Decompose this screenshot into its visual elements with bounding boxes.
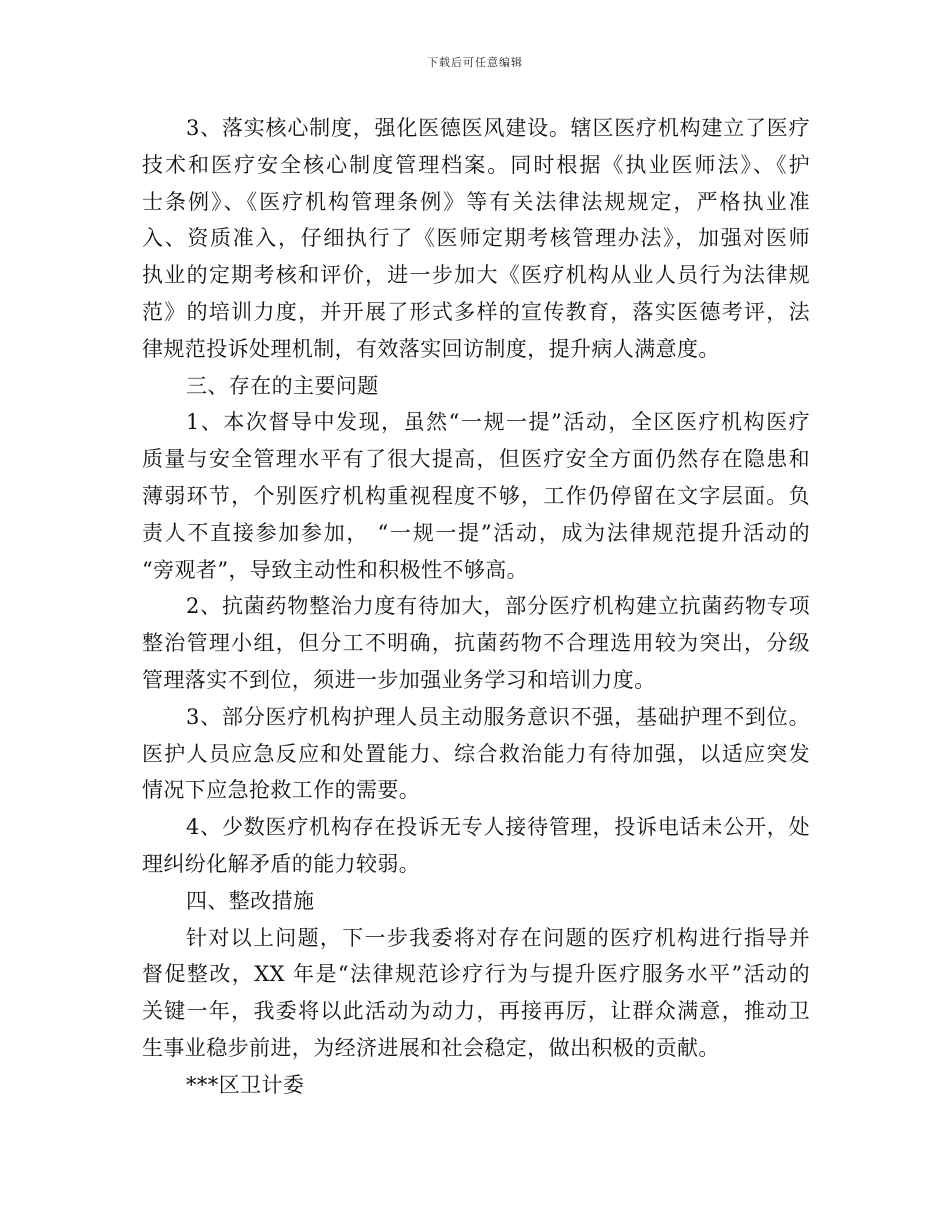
paragraph-line: 3、部分医疗机构护理人员主动服务意识不强，基础护理不到位。 bbox=[186, 704, 810, 729]
paragraph-line: 督促整改，XX 年是“法律规范诊疗行为与提升医疗服务水平”活动的 bbox=[142, 962, 810, 987]
paragraph-line: 1、本次督导中发现，虽然“一规一提”活动，全区医疗机构医疗 bbox=[186, 410, 810, 435]
paragraph-line: 管理落实不到位，须进一步加强业务学习和培训力度。 bbox=[142, 667, 656, 692]
paragraph-line: 整治管理小组，但分工不明确，抗菌药物不合理选用较为突出，分级 bbox=[142, 631, 810, 656]
paragraph-line: 薄弱环节，个别医疗机构重视程度不够，工作仍停留在文字层面。负 bbox=[142, 483, 810, 508]
paragraph-line: 士条例》、《医疗机构管理条例》等有关法律法规规定，严格执业准 bbox=[142, 189, 810, 214]
page-header: 下载后可任意编辑 bbox=[427, 56, 523, 69]
paragraph-line: 律规范投诉处理机制，有效落实回访制度，提升病人满意度。 bbox=[142, 336, 720, 361]
paragraph-line: 医护人员应急反应和处置能力、综合救治能力有待加强，以适应突发 bbox=[142, 741, 810, 766]
paragraph-line: 质量与安全管理水平有了很大提高，但医疗安全方面仍然存在隐患和 bbox=[142, 447, 810, 472]
paragraph-line: 技术和医疗安全核心制度管理档案。同时根据《执业医师法》、《护 bbox=[142, 152, 810, 177]
paragraph-line: 责人不直接参加参加， “一规一提”活动，成为法律规范提升活动的 bbox=[142, 520, 810, 545]
paragraph-line: 4、少数医疗机构存在投诉无专人接待管理，投诉电话未公开，处 bbox=[186, 815, 810, 840]
paragraph-line: 生事业稳步前进，为经济进展和社会稳定，做出积极的贡献。 bbox=[142, 1035, 720, 1060]
paragraph-line: 情况下应急抢救工作的需要。 bbox=[142, 778, 421, 803]
paragraph-line: 理纠纷化解矛盾的能力较弱。 bbox=[142, 851, 421, 876]
paragraph-line: 针对以上问题，下一步我委将对存在问题的医疗机构进行指导并 bbox=[186, 925, 810, 950]
paragraph-line: 范》的培训力度，并开展了形式多样的宣传教育，落实医德考评，法 bbox=[142, 299, 810, 324]
paragraph-line: 入、资质准入，仔细执行了《医师定期考核管理办法》，加强对医师 bbox=[142, 226, 810, 251]
signature-line: ***区卫计委 bbox=[186, 1072, 305, 1097]
paragraph-line: 3、落实核心制度，强化医德医风建设。辖区医疗机构建立了医疗 bbox=[186, 116, 810, 140]
paragraph-line: 2、抗菌药物整治力度有待加大，部分医疗机构建立抗菌药物专项 bbox=[186, 594, 810, 619]
paragraph-line: “旁观者”，导致主动性和积极性不够高。 bbox=[142, 557, 529, 582]
paragraph-line: 执业的定期考核和评价，进一步加大《医疗机构从业人员行为法律规 bbox=[142, 263, 810, 288]
section-heading: 四、整改措施 bbox=[186, 888, 315, 913]
document-body bbox=[142, 110, 810, 1104]
section-heading: 三、存在的主要问题 bbox=[186, 373, 379, 398]
paragraph-line: 关键一年，我委将以此活动为动力，再接再厉，让群众满意，推动卫 bbox=[142, 999, 810, 1024]
